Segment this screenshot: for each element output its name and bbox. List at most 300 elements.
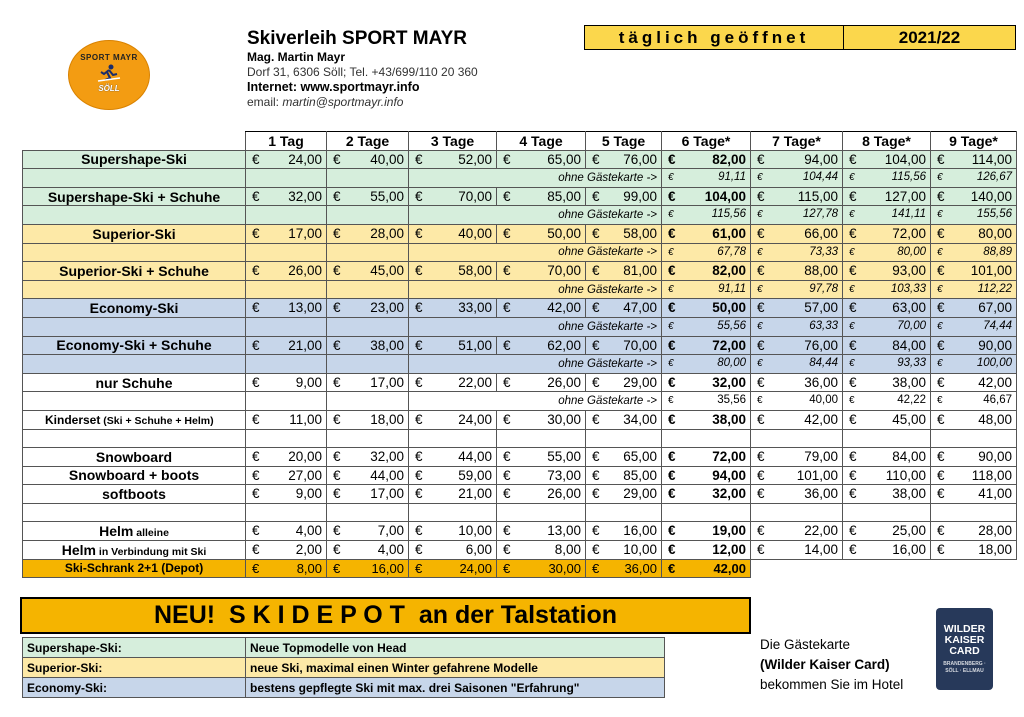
price-cell bbox=[246, 485, 327, 504]
euro-sign: € bbox=[937, 263, 945, 279]
price-cell bbox=[246, 187, 327, 206]
price-value: 9,00 bbox=[295, 486, 322, 502]
price-value: 4,00 bbox=[377, 542, 404, 558]
price-cell bbox=[843, 541, 931, 560]
price-value: 88,00 bbox=[804, 263, 838, 279]
legend-description: Neue Topmodelle von Head bbox=[246, 638, 665, 658]
row-label-text: Economy-Ski + Schuhe bbox=[56, 337, 212, 354]
price-cell bbox=[662, 299, 751, 318]
price-cell bbox=[751, 373, 843, 392]
euro-sign: € bbox=[668, 337, 676, 353]
euro-sign: € bbox=[668, 374, 676, 390]
euro-sign: € bbox=[757, 263, 765, 279]
price-cell bbox=[409, 522, 497, 541]
empty-cell bbox=[843, 559, 931, 578]
surcharge-price bbox=[931, 280, 1017, 299]
legend-row bbox=[23, 638, 665, 658]
row-label-text: Superior-Ski bbox=[92, 225, 176, 242]
row-label-text: Kinderset bbox=[45, 412, 101, 427]
price-value: 79,00 bbox=[804, 449, 838, 465]
euro-sign: € bbox=[668, 542, 676, 558]
price-value: 38,00 bbox=[712, 411, 746, 427]
ohne-gaestekarte-label: ohne Gästekarte -> bbox=[409, 169, 662, 188]
price-value: 19,00 bbox=[712, 523, 746, 539]
price-value: 63,33 bbox=[809, 319, 838, 332]
price-cell bbox=[497, 448, 586, 467]
euro-sign: € bbox=[757, 172, 763, 184]
price-value: 23,00 bbox=[370, 300, 404, 316]
price-row bbox=[23, 541, 1017, 560]
price-value: 47,00 bbox=[623, 300, 657, 316]
price-value: 73,00 bbox=[547, 467, 581, 483]
surcharge-price bbox=[751, 355, 843, 374]
price-value: 70,00 bbox=[623, 337, 657, 353]
price-value: 2,00 bbox=[295, 542, 322, 558]
euro-sign: € bbox=[333, 486, 341, 502]
price-value: 74,44 bbox=[983, 319, 1012, 332]
euro-sign: € bbox=[668, 411, 676, 427]
price-value: 35,56 bbox=[717, 394, 746, 407]
euro-sign: € bbox=[937, 337, 945, 353]
euro-sign: € bbox=[849, 320, 855, 332]
empty-cell bbox=[327, 392, 409, 411]
price-value: 72,00 bbox=[712, 449, 746, 465]
card-line-3: CARD bbox=[949, 644, 980, 657]
price-cell bbox=[662, 522, 751, 541]
euro-sign: € bbox=[503, 151, 511, 167]
price-cell bbox=[586, 224, 662, 243]
price-cell bbox=[246, 541, 327, 560]
euro-sign: € bbox=[415, 225, 423, 241]
price-value: 97,78 bbox=[809, 282, 838, 295]
price-value: 16,00 bbox=[892, 542, 926, 558]
price-cell bbox=[497, 224, 586, 243]
price-value: 33,00 bbox=[458, 300, 492, 316]
euro-sign: € bbox=[333, 151, 341, 167]
skidepot-banner: NEU! S K I D E P O T an der Talstation bbox=[20, 597, 751, 634]
price-value: 24,00 bbox=[459, 560, 492, 576]
row-label-text: Ski-Schrank 2+1 (Depot) bbox=[64, 561, 204, 576]
price-value: 44,00 bbox=[458, 449, 492, 465]
note-line-3: bekommen Sie im Hotel bbox=[760, 677, 904, 692]
empty-cell bbox=[497, 503, 586, 522]
surcharge-price bbox=[751, 243, 843, 262]
euro-sign: € bbox=[503, 560, 511, 576]
row-label-text: nur Schuhe bbox=[95, 374, 173, 391]
euro-sign: € bbox=[668, 246, 674, 258]
euro-sign: € bbox=[757, 358, 763, 370]
price-value: 126,67 bbox=[976, 171, 1012, 184]
euro-sign: € bbox=[503, 300, 511, 316]
price-cell bbox=[327, 224, 409, 243]
empty-cell bbox=[931, 559, 1017, 578]
euro-sign: € bbox=[757, 209, 763, 221]
euro-sign: € bbox=[937, 188, 945, 204]
price-cell bbox=[327, 522, 409, 541]
price-value: 70,00 bbox=[547, 263, 581, 279]
euro-sign: € bbox=[849, 246, 855, 258]
price-cell bbox=[843, 336, 931, 355]
euro-sign: € bbox=[592, 337, 600, 353]
spacer-row bbox=[23, 503, 1017, 522]
price-value: 140,00 bbox=[970, 188, 1012, 204]
row-label-detail: in Verbindung mit Ski bbox=[95, 545, 207, 558]
price-cell bbox=[246, 559, 327, 578]
price-value: 58,00 bbox=[623, 225, 657, 241]
euro-sign: € bbox=[937, 449, 945, 465]
price-cell bbox=[246, 150, 327, 169]
euro-sign: € bbox=[592, 560, 600, 576]
surcharge-price bbox=[751, 280, 843, 299]
euro-sign: € bbox=[592, 449, 600, 465]
surcharge-price bbox=[751, 206, 843, 225]
row-label bbox=[23, 559, 246, 578]
euro-sign: € bbox=[592, 188, 600, 204]
email-prefix: email: bbox=[247, 95, 283, 109]
price-cell bbox=[409, 224, 497, 243]
price-value: 44,00 bbox=[370, 467, 404, 483]
price-cell bbox=[751, 448, 843, 467]
euro-sign: € bbox=[503, 449, 511, 465]
price-value: 101,00 bbox=[796, 467, 838, 483]
column-header: 8 Tage* bbox=[843, 132, 931, 151]
euro-sign: € bbox=[668, 523, 676, 539]
season-label: 2021/22 bbox=[844, 25, 1016, 50]
euro-sign: € bbox=[849, 523, 857, 539]
price-value: 94,00 bbox=[712, 467, 746, 483]
note-line-1: Die Gästekarte bbox=[760, 637, 851, 652]
price-value: 50,00 bbox=[712, 300, 746, 316]
empty-cell bbox=[23, 206, 246, 225]
empty-cell bbox=[931, 429, 1017, 448]
euro-sign: € bbox=[415, 263, 423, 279]
euro-sign: € bbox=[757, 411, 765, 427]
price-row bbox=[23, 150, 1017, 169]
price-value: 45,00 bbox=[892, 411, 926, 427]
price-value: 38,00 bbox=[892, 486, 926, 502]
price-cell bbox=[246, 522, 327, 541]
price-value: 21,00 bbox=[458, 486, 492, 502]
euro-sign: € bbox=[415, 542, 423, 558]
price-value: 115,56 bbox=[711, 208, 746, 221]
price-value: 114,00 bbox=[971, 151, 1012, 167]
price-cell bbox=[751, 299, 843, 318]
price-cell bbox=[751, 150, 843, 169]
row-label bbox=[23, 336, 246, 355]
price-value: 55,56 bbox=[717, 319, 746, 332]
price-value: 17,00 bbox=[370, 374, 404, 390]
price-value: 70,00 bbox=[458, 188, 492, 204]
price-value: 80,00 bbox=[897, 245, 926, 258]
legend-row bbox=[23, 678, 665, 698]
euro-sign: € bbox=[849, 358, 855, 370]
euro-sign: € bbox=[252, 151, 260, 167]
ohne-gaestekarte-label: ohne Gästekarte -> bbox=[409, 206, 662, 225]
euro-sign: € bbox=[668, 358, 674, 370]
surcharge-price bbox=[662, 280, 751, 299]
email-address: martin@sportmayr.info bbox=[282, 95, 404, 109]
euro-sign: € bbox=[937, 283, 943, 295]
guest-card-surcharge-row bbox=[23, 280, 1017, 299]
price-value: 20,00 bbox=[288, 449, 322, 465]
price-cell bbox=[662, 410, 751, 429]
euro-sign: € bbox=[415, 467, 423, 483]
euro-sign: € bbox=[757, 337, 765, 353]
euro-sign: € bbox=[757, 542, 765, 558]
euro-sign: € bbox=[415, 523, 423, 539]
owner-name: Mag. Martin Mayr bbox=[247, 50, 346, 64]
price-value: 34,00 bbox=[623, 411, 657, 427]
price-row bbox=[23, 466, 1017, 485]
price-value: 104,00 bbox=[884, 151, 926, 167]
price-value: 10,00 bbox=[458, 523, 492, 539]
price-cell bbox=[843, 373, 931, 392]
price-value: 45,00 bbox=[370, 263, 404, 279]
empty-cell bbox=[246, 317, 327, 336]
euro-sign: € bbox=[937, 209, 943, 221]
row-label-text: Superior-Ski + Schuhe bbox=[59, 262, 209, 279]
price-value: 40,00 bbox=[370, 151, 404, 167]
euro-sign: € bbox=[333, 337, 341, 353]
price-value: 58,00 bbox=[458, 263, 492, 279]
row-label-text: Economy-Ski bbox=[89, 300, 179, 317]
price-value: 141,11 bbox=[891, 208, 926, 221]
surcharge-price bbox=[843, 280, 931, 299]
price-value: 32,00 bbox=[712, 486, 746, 502]
price-cell bbox=[843, 150, 931, 169]
price-value: 80,00 bbox=[978, 225, 1012, 241]
note-line-2: (Wilder Kaiser Card) bbox=[760, 657, 890, 672]
price-cell bbox=[327, 466, 409, 485]
surcharge-price bbox=[843, 392, 931, 411]
price-cell bbox=[751, 466, 843, 485]
price-value: 51,00 bbox=[458, 337, 492, 353]
row-label bbox=[23, 150, 246, 169]
euro-sign: € bbox=[849, 151, 857, 167]
price-value: 38,00 bbox=[370, 337, 404, 353]
price-cell bbox=[409, 466, 497, 485]
price-value: 99,00 bbox=[623, 188, 657, 204]
price-cell bbox=[246, 299, 327, 318]
price-value: 104,00 bbox=[704, 188, 746, 204]
price-value: 48,00 bbox=[978, 411, 1012, 427]
price-cell bbox=[931, 410, 1017, 429]
row-label-text: Snowboard bbox=[95, 448, 173, 465]
price-value: 42,00 bbox=[547, 300, 581, 316]
price-cell bbox=[586, 448, 662, 467]
price-cell bbox=[931, 522, 1017, 541]
column-header-row bbox=[23, 132, 1017, 151]
column-header: 5 Tage bbox=[586, 132, 662, 151]
price-value: 11,00 bbox=[289, 411, 322, 427]
price-value: 91,11 bbox=[718, 171, 746, 184]
price-value: 26,00 bbox=[547, 374, 581, 390]
price-value: 7,00 bbox=[377, 523, 404, 539]
price-value: 127,78 bbox=[802, 208, 838, 221]
euro-sign: € bbox=[757, 523, 765, 539]
price-value: 85,00 bbox=[623, 467, 657, 483]
email-line bbox=[247, 95, 478, 110]
surcharge-price bbox=[931, 317, 1017, 336]
surcharge-price bbox=[931, 243, 1017, 262]
empty-cell bbox=[246, 243, 327, 262]
price-value: 9,00 bbox=[295, 374, 322, 390]
euro-sign: € bbox=[415, 449, 423, 465]
price-cell bbox=[843, 466, 931, 485]
price-row bbox=[23, 187, 1017, 206]
euro-sign: € bbox=[252, 411, 260, 427]
price-value: 38,00 bbox=[892, 374, 926, 390]
surcharge-price bbox=[931, 169, 1017, 188]
price-cell bbox=[409, 262, 497, 281]
euro-sign: € bbox=[252, 300, 260, 316]
spacer-row bbox=[23, 429, 1017, 448]
guest-card-note bbox=[760, 635, 903, 695]
euro-sign: € bbox=[937, 542, 945, 558]
price-value: 32,00 bbox=[712, 374, 746, 390]
price-value: 72,00 bbox=[712, 337, 746, 353]
euro-sign: € bbox=[333, 560, 341, 576]
price-value: 42,22 bbox=[897, 394, 926, 407]
logo-bottom-text: SÖLL bbox=[98, 84, 120, 93]
guest-card-surcharge-row bbox=[23, 169, 1017, 188]
price-value: 103,33 bbox=[890, 282, 926, 295]
column-header: 7 Tage* bbox=[751, 132, 843, 151]
euro-sign: € bbox=[503, 467, 511, 483]
price-value: 82,00 bbox=[712, 263, 746, 279]
company-title: Skiverleih SPORT MAYR bbox=[247, 28, 467, 49]
price-row bbox=[23, 373, 1017, 392]
row-label bbox=[23, 187, 246, 206]
price-value: 93,33 bbox=[897, 357, 926, 370]
price-value: 67,78 bbox=[717, 245, 746, 258]
empty-cell bbox=[246, 392, 327, 411]
price-value: 14,00 bbox=[804, 542, 838, 558]
euro-sign: € bbox=[937, 225, 945, 241]
empty-cell bbox=[409, 503, 497, 522]
euro-sign: € bbox=[415, 337, 423, 353]
price-cell bbox=[931, 150, 1017, 169]
category-legend bbox=[22, 637, 665, 698]
price-cell bbox=[409, 559, 497, 578]
price-value: 90,00 bbox=[978, 337, 1012, 353]
price-cell bbox=[662, 448, 751, 467]
legend-category: Economy-Ski: bbox=[23, 678, 246, 698]
price-value: 155,56 bbox=[976, 208, 1012, 221]
price-cell bbox=[409, 373, 497, 392]
price-value: 36,00 bbox=[804, 374, 838, 390]
price-value: 85,00 bbox=[547, 188, 581, 204]
price-cell bbox=[327, 187, 409, 206]
price-cell bbox=[586, 262, 662, 281]
euro-sign: € bbox=[592, 486, 600, 502]
price-value: 100,00 bbox=[976, 357, 1012, 370]
euro-sign: € bbox=[937, 246, 943, 258]
price-value: 90,00 bbox=[978, 449, 1012, 465]
empty-cell bbox=[23, 169, 246, 188]
empty-cell bbox=[751, 429, 843, 448]
price-value: 41,00 bbox=[978, 486, 1012, 502]
price-cell bbox=[662, 485, 751, 504]
skier-icon bbox=[95, 63, 123, 83]
website-line: Internet: www.sportmayr.info bbox=[247, 80, 420, 94]
empty-cell bbox=[327, 429, 409, 448]
price-value: 22,00 bbox=[804, 523, 838, 539]
euro-sign: € bbox=[757, 374, 765, 390]
row-label-text: Snowboard + boots bbox=[68, 467, 200, 484]
price-cell bbox=[843, 410, 931, 429]
price-cell bbox=[662, 262, 751, 281]
price-value: 52,00 bbox=[458, 151, 492, 167]
surcharge-price bbox=[843, 243, 931, 262]
price-row bbox=[23, 262, 1017, 281]
empty-cell bbox=[327, 280, 409, 299]
euro-sign: € bbox=[668, 486, 676, 502]
price-cell bbox=[497, 485, 586, 504]
price-cell bbox=[843, 448, 931, 467]
euro-sign: € bbox=[849, 486, 857, 502]
empty-cell bbox=[246, 503, 327, 522]
euro-sign: € bbox=[252, 188, 260, 204]
euro-sign: € bbox=[252, 560, 260, 576]
price-value: 127,00 bbox=[884, 188, 926, 204]
surcharge-price bbox=[843, 169, 931, 188]
surcharge-price bbox=[662, 392, 751, 411]
price-cell bbox=[662, 150, 751, 169]
price-value: 26,00 bbox=[547, 486, 581, 502]
price-value: 28,00 bbox=[370, 225, 404, 241]
euro-sign: € bbox=[849, 449, 857, 465]
euro-sign: € bbox=[333, 225, 341, 241]
euro-sign: € bbox=[503, 542, 511, 558]
price-value: 30,00 bbox=[547, 411, 581, 427]
euro-sign: € bbox=[333, 411, 341, 427]
row-label bbox=[23, 485, 246, 504]
price-value: 13,00 bbox=[288, 300, 322, 316]
price-value: 65,00 bbox=[547, 151, 581, 167]
price-cell bbox=[751, 410, 843, 429]
price-cell bbox=[327, 150, 409, 169]
euro-sign: € bbox=[333, 542, 341, 558]
price-cell bbox=[497, 187, 586, 206]
euro-sign: € bbox=[592, 374, 600, 390]
price-cell bbox=[586, 541, 662, 560]
price-value: 91,11 bbox=[718, 282, 746, 295]
empty-cell bbox=[843, 503, 931, 522]
euro-sign: € bbox=[333, 188, 341, 204]
euro-sign: € bbox=[757, 486, 765, 502]
sport-mayr-logo bbox=[68, 40, 150, 110]
price-cell bbox=[931, 541, 1017, 560]
euro-sign: € bbox=[668, 300, 676, 316]
surcharge-price bbox=[662, 169, 751, 188]
price-row bbox=[23, 336, 1017, 355]
row-label bbox=[23, 448, 246, 467]
price-value: 42,00 bbox=[713, 560, 746, 576]
price-cell bbox=[586, 522, 662, 541]
price-value: 28,00 bbox=[978, 523, 1012, 539]
price-value: 26,00 bbox=[288, 263, 322, 279]
price-cell bbox=[843, 262, 931, 281]
price-cell bbox=[662, 336, 751, 355]
price-value: 115,00 bbox=[797, 188, 838, 204]
price-row bbox=[23, 224, 1017, 243]
price-cell bbox=[662, 224, 751, 243]
price-value: 32,00 bbox=[288, 188, 322, 204]
price-value: 115,56 bbox=[891, 171, 926, 184]
price-cell bbox=[586, 410, 662, 429]
price-value: 70,00 bbox=[897, 319, 926, 332]
